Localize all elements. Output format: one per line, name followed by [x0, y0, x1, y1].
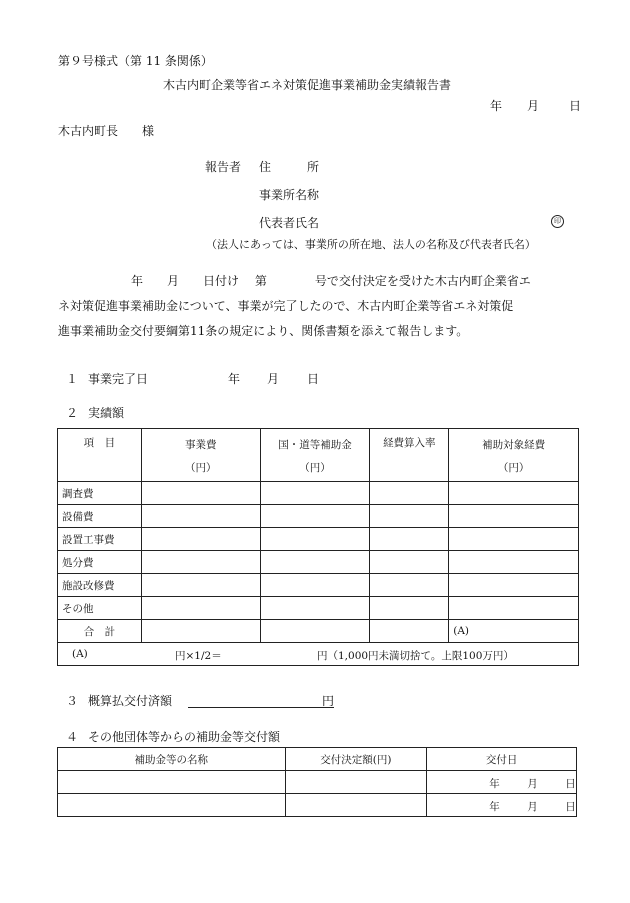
cell	[260, 597, 370, 620]
cell	[58, 771, 286, 794]
date-month: 月	[527, 778, 538, 790]
formula-cell	[58, 643, 579, 666]
cell	[449, 528, 579, 551]
amount-underline	[188, 707, 334, 708]
formula-a: (A)	[72, 648, 88, 660]
cell	[260, 620, 370, 643]
formula-row	[58, 643, 579, 666]
cell	[260, 505, 370, 528]
cell	[370, 620, 449, 643]
address-label: 住 所	[259, 160, 320, 174]
date-day-label: 日	[569, 99, 582, 113]
date-month-label: 月	[527, 99, 540, 113]
representative-label: 代表者氏名	[259, 216, 320, 230]
table-row	[58, 482, 579, 505]
cell	[370, 528, 449, 551]
header-national-subsidy-unit: （円）	[299, 462, 331, 474]
table-row	[58, 574, 579, 597]
cell	[449, 597, 579, 620]
cell	[260, 528, 370, 551]
cell	[260, 551, 370, 574]
row-label: 処分費	[58, 551, 142, 574]
other-subsidy-header-row	[58, 748, 577, 771]
results-header-row	[58, 429, 579, 482]
section3-number: ３	[66, 694, 79, 708]
cell	[141, 597, 260, 620]
row-label: 設備費	[58, 505, 142, 528]
cell	[141, 482, 260, 505]
total-row	[58, 620, 579, 643]
section3-unit: 円	[322, 694, 335, 708]
date-day: 日	[565, 801, 576, 813]
results-table	[57, 428, 579, 666]
section2-label: 実績額	[88, 406, 125, 420]
date-cell	[427, 794, 577, 817]
header-eligible-expense	[449, 429, 579, 482]
cell	[370, 482, 449, 505]
document-title: 木古内町企業等省エネ対策促進事業補助金実績報告書	[163, 78, 452, 92]
cell	[260, 482, 370, 505]
header-project-cost	[141, 429, 260, 482]
table-row	[58, 771, 577, 794]
cell	[285, 794, 427, 817]
header-expense-rate-label: 経費算入率	[383, 437, 436, 449]
header-item-label: 項 目	[83, 437, 116, 449]
office-name-label: 事業所名称	[259, 188, 320, 202]
cell	[141, 620, 260, 643]
table-row	[58, 528, 579, 551]
formula-end: 円（1,000円未満切捨て。上限100万円）	[317, 650, 514, 662]
date-year: 年	[489, 778, 500, 790]
cell	[370, 505, 449, 528]
row-label: 施設改修費	[58, 574, 142, 597]
cell	[370, 551, 449, 574]
cell	[141, 528, 260, 551]
formula-mid: 円×1/2＝	[175, 650, 222, 662]
addressee: 木古内町長 様	[58, 124, 155, 138]
header-decision-amount: 交付決定額(円)	[285, 748, 427, 771]
body-line-2: ネ対策促進事業補助金について、事業が完了したので、木古内町企業等省エネ対策促	[58, 299, 514, 313]
body-line-3: 進事業補助金交付要綱第11条の規定により、関係書類を添えて報告します。	[58, 324, 469, 338]
cell	[370, 574, 449, 597]
row-label: 設置工事費	[58, 528, 142, 551]
date-day: 日	[565, 778, 576, 790]
header-expense-rate	[370, 429, 449, 482]
header-issue-date: 交付日	[427, 748, 577, 771]
cell	[260, 574, 370, 597]
date-year: 年	[489, 801, 500, 813]
section1-year: 年	[228, 372, 241, 386]
section2-number: ２	[66, 406, 79, 420]
header-national-subsidy-label: 国・道等補助金	[278, 439, 352, 451]
total-label: 合 計	[58, 620, 142, 643]
date-month: 月	[527, 801, 538, 813]
section1-day: 日	[307, 372, 320, 386]
header-eligible-expense-unit: （円）	[497, 462, 530, 474]
cell	[141, 551, 260, 574]
header-project-cost-unit: （円）	[184, 462, 217, 474]
cell	[449, 505, 579, 528]
section1-label: 事業完了日	[88, 372, 149, 386]
table-row	[58, 794, 577, 817]
cell	[449, 482, 579, 505]
header-item	[58, 429, 142, 482]
cell	[141, 574, 260, 597]
row-label: その他	[58, 597, 142, 620]
date-year-label: 年	[490, 99, 503, 113]
total-a-marker: (A)	[449, 620, 579, 643]
cell	[370, 597, 449, 620]
body-line-1: 年 月 日付け 第 号で交付決定を受けた木古内町企業省エ	[131, 274, 531, 288]
cell	[449, 551, 579, 574]
section1-number: １	[66, 372, 79, 386]
cell	[449, 574, 579, 597]
table-row	[58, 597, 579, 620]
reporter-note: （法人にあっては、事業所の所在地、法人の名称及び代表者氏名）	[206, 238, 536, 251]
header-project-cost-label: 事業費	[184, 439, 217, 451]
cell	[141, 505, 260, 528]
section4-label: その他団体等からの補助金等交付額	[88, 730, 281, 744]
cell	[285, 771, 427, 794]
table-row	[58, 505, 579, 528]
header-subsidy-name: 補助金等の名称	[58, 748, 286, 771]
section3-label: 概算払交付済額	[88, 694, 173, 708]
table-row	[58, 551, 579, 574]
other-subsidy-table	[57, 747, 577, 817]
header-national-subsidy	[260, 429, 370, 482]
date-cell	[427, 771, 577, 794]
form-number: 第９号様式（第 11 条関係）	[58, 54, 213, 68]
reporter-label: 報告者	[205, 160, 242, 174]
section1-month: 月	[267, 372, 280, 386]
seal-icon: 印	[551, 215, 564, 228]
cell	[58, 794, 286, 817]
row-label: 調査費	[58, 482, 142, 505]
header-eligible-expense-label: 補助対象経費	[482, 439, 546, 451]
section4-number: ４	[66, 730, 79, 744]
